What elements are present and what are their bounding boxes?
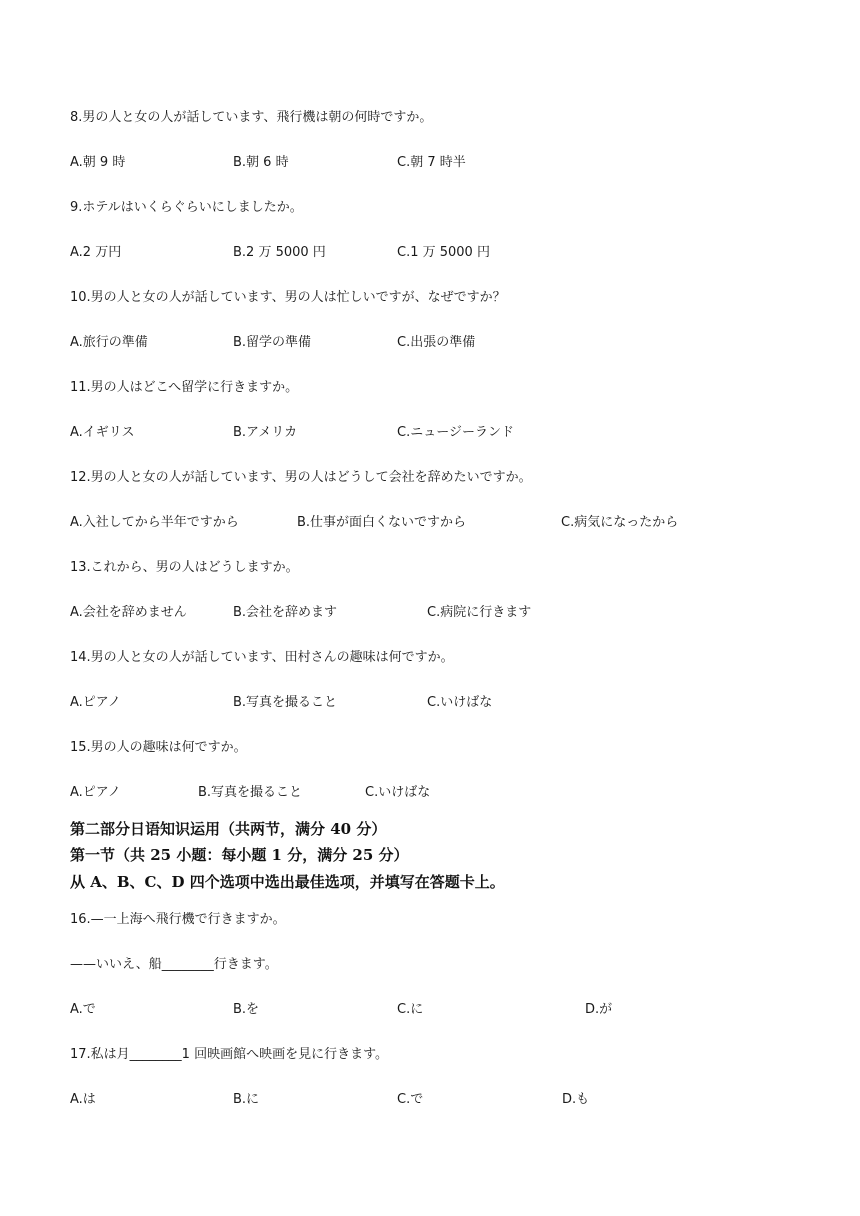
q13-option-c: C.病院に行きます	[427, 605, 532, 620]
q12-option-a: A.入社してから半年ですから	[70, 515, 239, 530]
q13-option-a: A.会社を辞めません	[70, 605, 187, 620]
q9-option-b: B.2 万 5000 円	[233, 245, 326, 260]
q15-option-a: A.ピアノ	[70, 785, 121, 800]
question-9: 9.ホテルはいくらぐらいにしましたか。	[70, 200, 303, 215]
q8-option-b: B.朝 6 時	[233, 155, 289, 170]
q10-option-a: A.旅行の準備	[70, 335, 148, 350]
q11-option-c: C.ニュージーランド	[397, 425, 514, 440]
q8-option-a: A.朝 9 時	[70, 155, 126, 170]
q9-option-a: A.2 万円	[70, 245, 122, 260]
question-14: 14.男の人と女の人が話しています、田村さんの趣味は何ですか。	[70, 650, 454, 665]
q14-option-c: C.いけばな	[427, 695, 493, 710]
q17-option-b: B.に	[233, 1092, 260, 1107]
question-13: 13.これから、男の人はどうしますか。	[70, 560, 299, 575]
question-16-line-2: ——いいえ、船________行きます。	[70, 957, 278, 972]
q8-option-c: C.朝 7 時半	[397, 155, 466, 170]
question-12: 12.男の人と女の人が話しています、男の人はどうして会社を辞めたいですか。	[70, 470, 532, 485]
q16-option-c: C.に	[397, 1002, 424, 1017]
q16-option-b: B.を	[233, 1002, 260, 1017]
q12-option-c: C.病気になったから	[561, 515, 679, 530]
q9-option-c: C.1 万 5000 円	[397, 245, 490, 260]
q15-option-c: C.いけばな	[365, 785, 431, 800]
question-16-line-1: 16.—一上海へ飛行機で行きますか。	[70, 912, 286, 927]
q14-option-b: B.写真を撮ること	[233, 695, 338, 710]
q13-option-b: B.会社を辞めます	[233, 605, 338, 620]
q10-option-c: C.出張の準備	[397, 335, 476, 350]
q17-option-c: C.で	[397, 1092, 424, 1107]
q14-option-a: A.ピアノ	[70, 695, 121, 710]
section-title: 第一节（共 25 小题：每小题 1 分，满分 25 分）	[70, 846, 409, 864]
question-8: 8.男の人と女の人が話しています、飛行機は朝の何時ですか。	[70, 110, 433, 125]
q17-option-a: A.は	[70, 1092, 96, 1107]
q15-option-b: B.写真を撮ること	[198, 785, 303, 800]
q11-option-b: B.アメリカ	[233, 425, 298, 440]
q17-option-d: D.も	[562, 1092, 590, 1107]
q11-option-a: A.イギリス	[70, 425, 135, 440]
q10-option-b: B.留学の準備	[233, 335, 312, 350]
question-10: 10.男の人と女の人が話しています、男の人は忙しいですが、なぜですか？	[70, 290, 506, 305]
question-15: 15.男の人の趣味は何ですか。	[70, 740, 247, 755]
question-17: 17.私は月________1 回映画館へ映画を見に行きます。	[70, 1047, 389, 1062]
q16-option-d: D.が	[585, 1002, 613, 1017]
question-11: 11.男の人はどこへ留学に行きますか。	[70, 380, 299, 395]
part-title: 第二部分日语知识运用（共两节，满分 40 分）	[70, 820, 387, 838]
section-instruction: 从 A、B、C、D 四个选项中选出最佳选项，并填写在答题卡上。	[70, 873, 505, 891]
q16-option-a: A.で	[70, 1002, 96, 1017]
q12-option-b: B.仕事が面白くないですから	[297, 515, 467, 530]
